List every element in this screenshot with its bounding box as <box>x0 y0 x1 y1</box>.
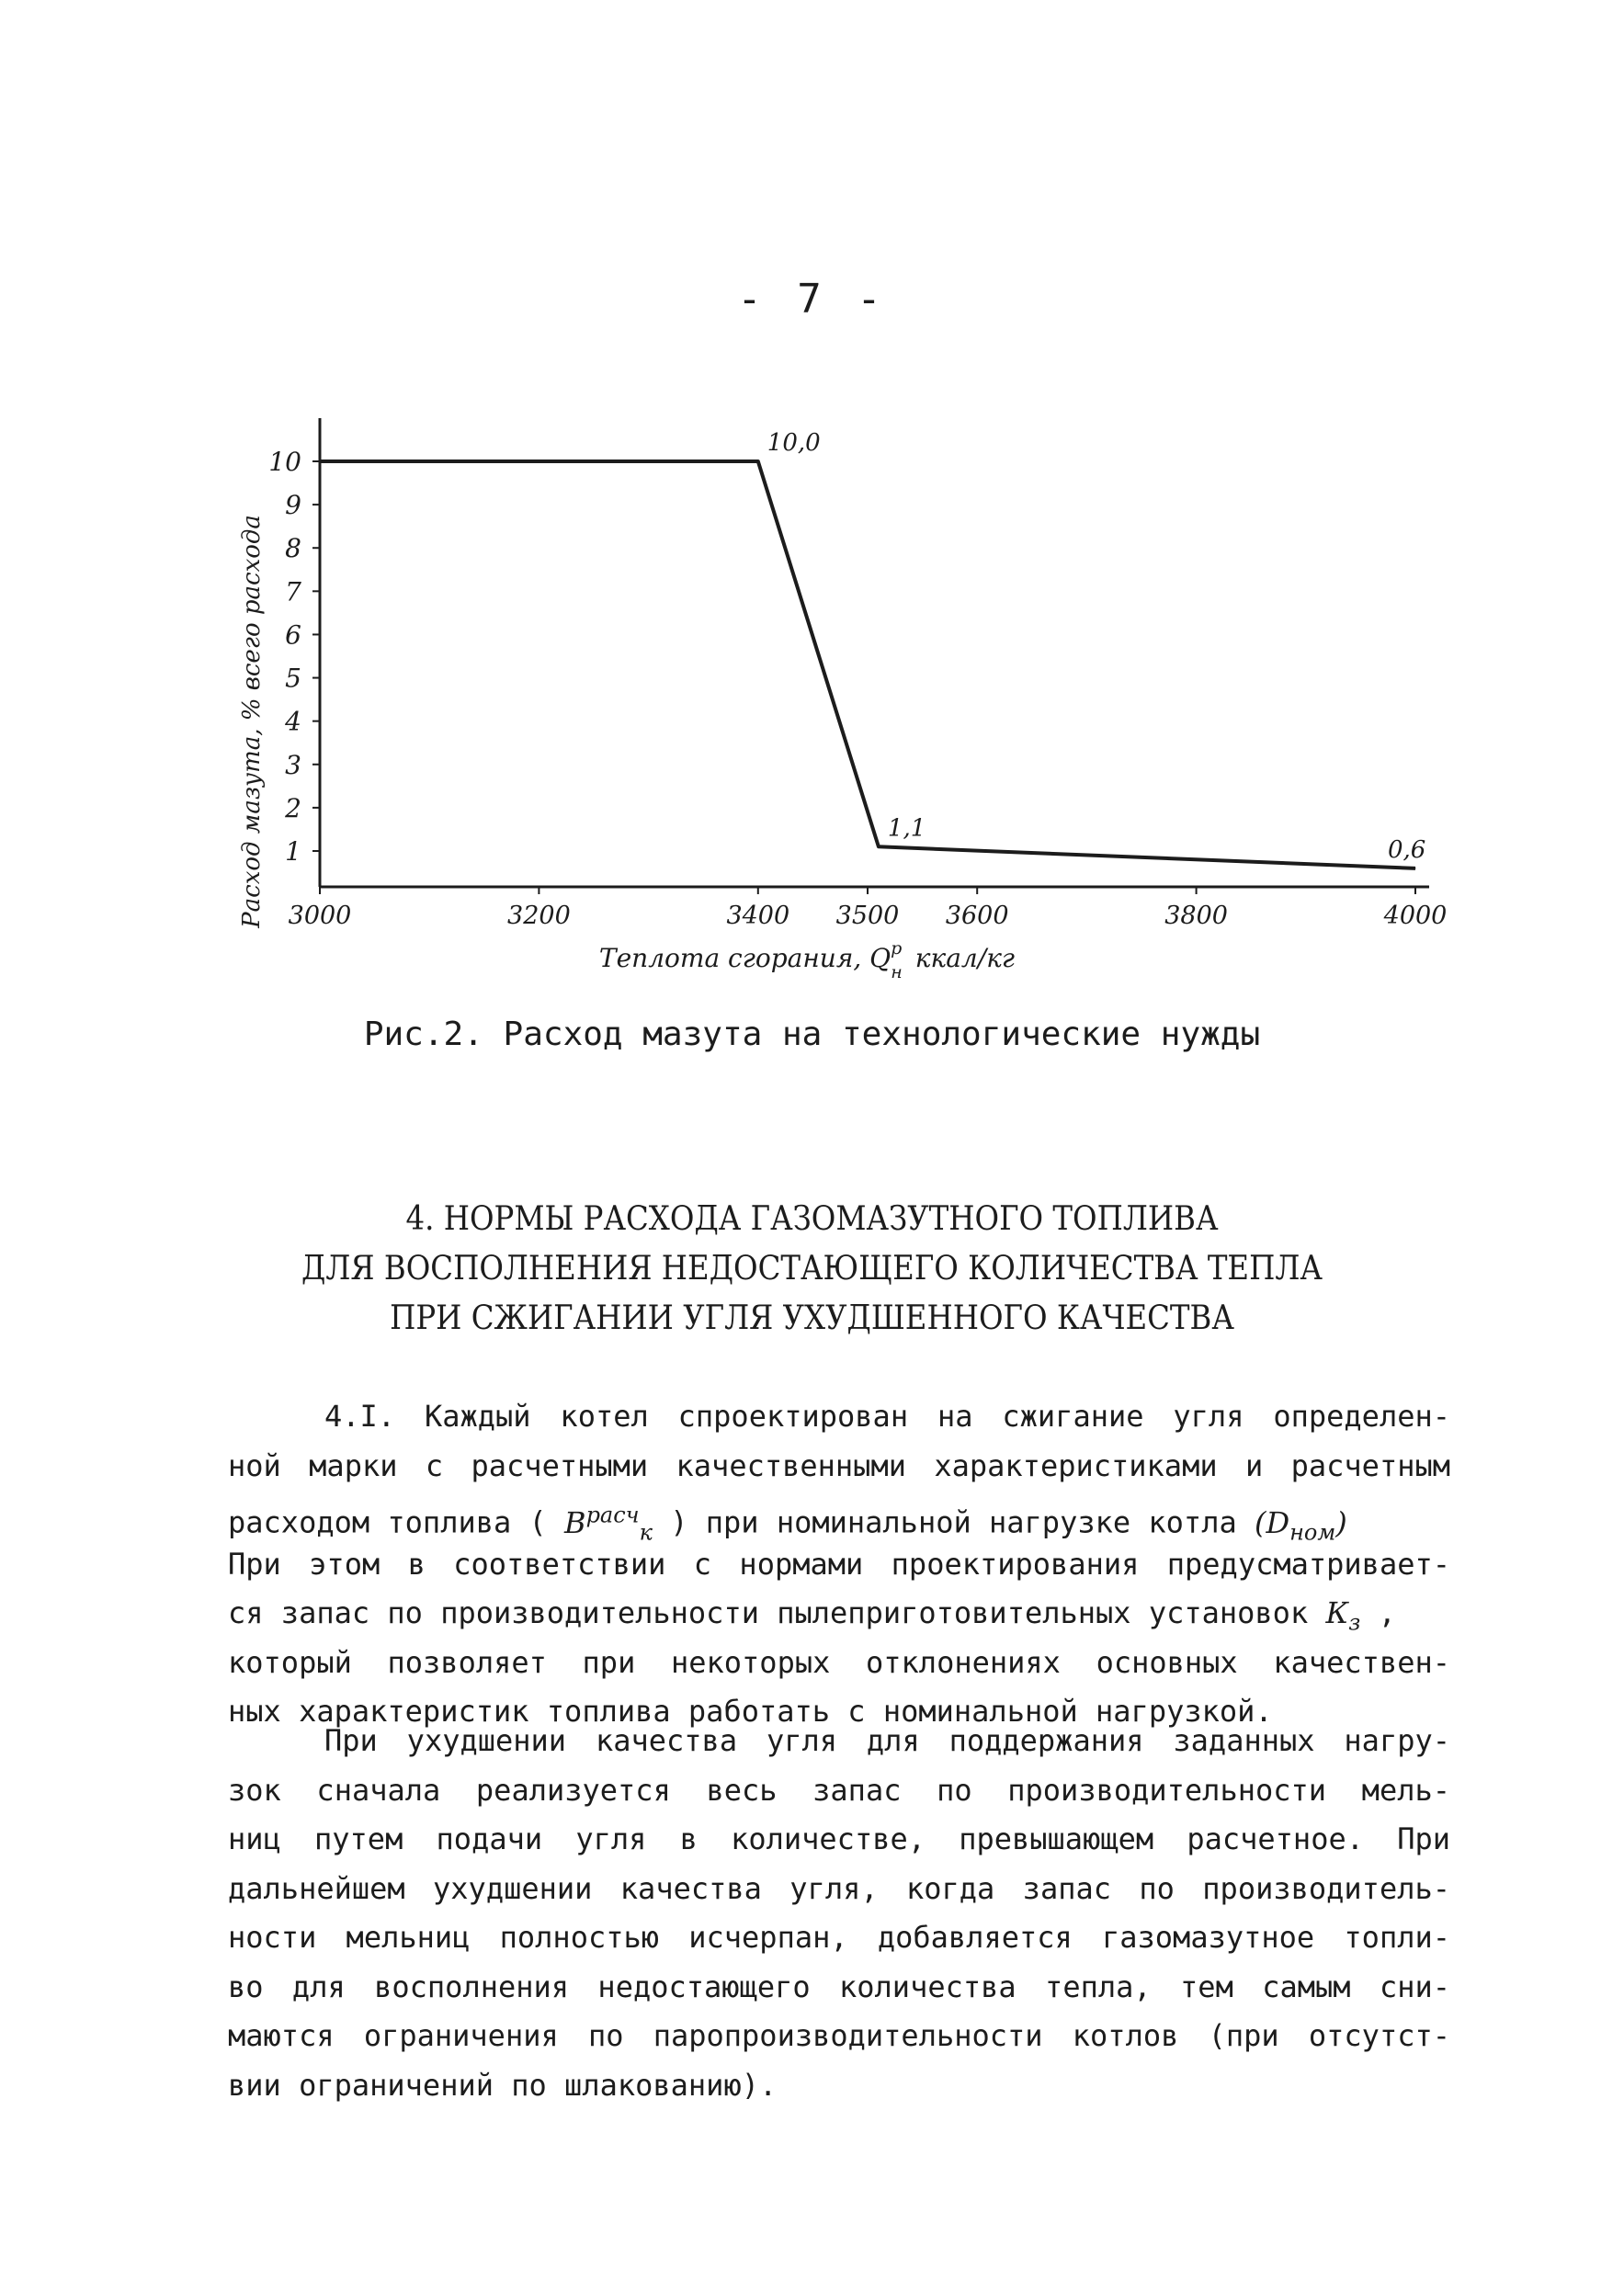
y-tick-label: 9 <box>285 490 301 521</box>
formula-b-design: $B^{расч}_к$ <box>564 1502 653 1546</box>
chart-axes <box>320 418 1429 887</box>
data-point <box>878 846 879 847</box>
text-line: ной марки с расчетными качественными характеристиками и расчетным <box>228 1447 1450 1483</box>
fuel-oil-consumption-chart <box>211 368 1489 1002</box>
figure-caption: Рис.2. Расход мазута на технологические нужды <box>363 1016 1261 1053</box>
y-tick-label: 5 <box>285 663 301 694</box>
data-point <box>757 461 758 462</box>
text-line: При ухудшении качества угля для поддержания заданных нагру- <box>324 1723 1450 1758</box>
x-axis-label: Теплота сгорания, $Q^р$ н ккал/кг <box>598 938 1016 982</box>
x-tick-label: 3600 <box>945 902 1009 930</box>
heading-line: ПРИ СЖИГАНИИ УГЛЯ УХУДШЕННОГО КАЧЕСТВА <box>390 1299 1234 1337</box>
data-label: 1,1 <box>887 814 926 843</box>
heading-line: 4. НОРМЫ РАСХОДА ГАЗОМАЗУТНОГО ТОПЛИВА <box>405 1200 1219 1238</box>
text-line: дальнейшем ухудшении качества угля, когда запас по производитель- <box>228 1870 1450 1906</box>
text-line: ности мельниц полностью исчерпан, добавляется газомазутное топли- <box>228 1920 1450 1955</box>
x-tick-label: 3200 <box>507 902 571 930</box>
text-line: При этом в соответствии с нормами проектирования предусматривает- <box>228 1546 1450 1582</box>
series-line <box>320 461 1415 868</box>
y-tick-label: 7 <box>285 576 301 607</box>
text-line-formula: ся запас по производительности пылеприготовительных установок $К_з$ , <box>228 1595 1396 1636</box>
data-label: 10,0 <box>767 429 821 457</box>
x-tick-label: 3000 <box>288 902 352 930</box>
text-line: 4.I. Каждый котел спроектирован на сжигание угля определен- <box>324 1399 1450 1434</box>
text-line: который позволяет при некоторых отклонениях основных качествен- <box>228 1644 1450 1680</box>
x-tick-label: 3400 <box>726 902 790 930</box>
paragraph-2 <box>228 1717 1450 2110</box>
y-axis-label: Расход мазута, % всего расхода <box>238 515 266 928</box>
y-tick-label: 3 <box>285 749 301 780</box>
y-tick-label: 1 <box>285 836 301 867</box>
text-line: вии ограничений по шлакованию). <box>228 2067 778 2103</box>
page-number: - 7 - <box>737 276 887 323</box>
formula-k-reserve: $К_з$ <box>1325 1595 1361 1636</box>
y-tick-label: 4 <box>285 706 301 737</box>
y-tick-label: 6 <box>285 619 301 651</box>
y-tick-label: 10 <box>268 447 301 477</box>
chart-annotations <box>767 429 1426 864</box>
data-label: 0,6 <box>1388 835 1426 864</box>
text-line: зок сначала реализуется весь запас по производительности мель- <box>228 1772 1450 1808</box>
text-line: маются ограничения по паропроизводительности котлов (при отсутст- <box>228 2018 1450 2053</box>
y-axis-ticks <box>268 447 320 867</box>
formula-d-nominal: $(D_{ном})$ <box>1254 1504 1347 1546</box>
y-tick-label: 8 <box>285 533 301 564</box>
x-axis-ticks <box>289 887 1448 930</box>
x-tick-label: 3800 <box>1164 902 1228 930</box>
x-tick-label: 4000 <box>1383 902 1448 930</box>
y-tick-label: 2 <box>285 792 301 823</box>
section-heading <box>81 1195 1542 1344</box>
text-line: ных характеристик топлива работать с номинальной нагрузкой. <box>228 1694 1273 1729</box>
x-tick-label: 3500 <box>835 902 900 930</box>
text-line-formula: расходом топлива ( $B^{расч}_к$ ) при номинальной нагрузке котла $(D_{ном})$ <box>228 1502 1347 1546</box>
text-line: ниц путем подачи угля в количестве, превышающем расчетное. При <box>228 1821 1450 1856</box>
data-point <box>320 461 321 462</box>
chart-series <box>320 461 1416 869</box>
heading-line: ДЛЯ ВОСПОЛНЕНИЯ НЕДОСТАЮЩЕГО КОЛИЧЕСТВА ТЕПЛА <box>301 1250 1323 1288</box>
paragraph-4-1 <box>228 1392 1450 1737</box>
text-line: во для восполнения недостающего количества тепла, тем самым сни- <box>228 1969 1450 2004</box>
